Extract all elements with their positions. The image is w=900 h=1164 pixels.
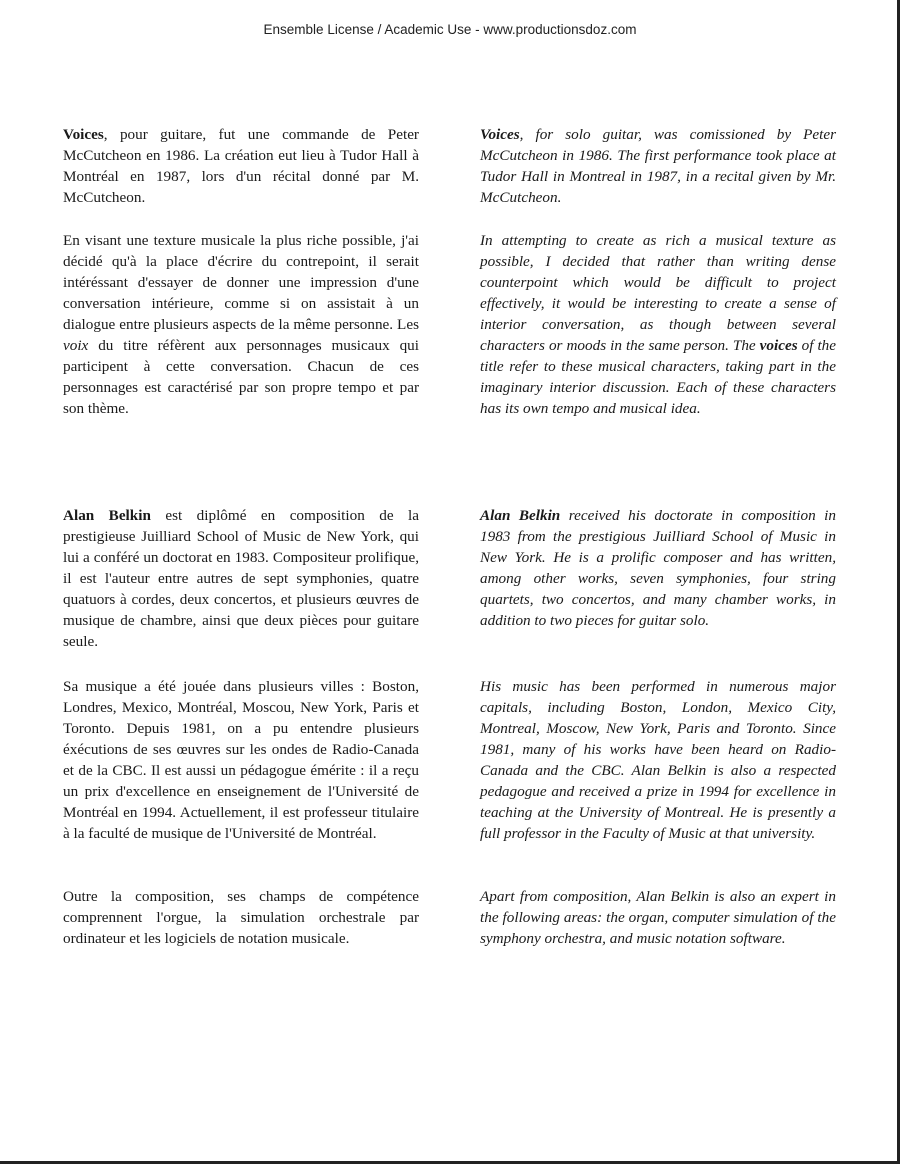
en-paragraph-texture [480, 230, 836, 419]
fr-paragraph-bio [63, 505, 419, 652]
en-paragraph-performances [480, 676, 836, 844]
fr-texture-text-before: En visant une texture musicale la plus riche possible, j'ai décidé qu'à la place d'écrire du contrepoint, il serait intéréssant d'essayer de donner une impression d'une conversation intérieure, comme si on assistait à un dialogue entre plusieurs aspects de la même personne. Les [63, 232, 419, 333]
fr-bio-text: est diplômé en composition de la prestigieuse Juilliard School of Music de New York, qui lui a conféré un doctorat en 1983. Compositeur prolifique, il est l'auteur entre autres de sept symphonies, quatre quatuors à cordes, deux concertos, et plusieurs œuvres de musique de chambre, ainsi que deux pièces pour guitare seule. [63, 507, 419, 650]
en-performances-text: His music has been performed in numerous major capitals, including Boston, London, Mexico City, Montreal, Moscow, New York, Paris and Toronto. Since 1981, many of his works have been heard on Radio-Canada and the CBC. Alan Belkin is also a respected pedagogue and received a prize in 1994 for excellence in teaching at the University of Montreal. He is presently a full professor in the Faculty of Music at that university. [480, 678, 836, 842]
en-texture-bold: voices [759, 337, 798, 354]
license-header: Ensemble License / Academic Use - www.productionsdoz.com [263, 22, 637, 37]
fr-paragraph-texture [63, 230, 419, 419]
en-bio-name: Alan Belkin [480, 507, 561, 524]
fr-voices-title: Voices [63, 126, 104, 143]
en-paragraph-expertise [480, 886, 836, 949]
en-bio-text: received his doctorate in composition in 1983 from the prestigious Juilliard School of Music in New York. He is a prolific composer and has written, among other works, seven symphonies, four string quartets, two concertos, and many chamber works, in addition to two pieces for guitar solo. [480, 507, 837, 629]
fr-paragraph-voices [63, 124, 419, 208]
fr-texture-italic: voix [63, 337, 89, 354]
en-expertise-text: Apart from composition, Alan Belkin is also an expert in the following areas: the organ, computer simulation of the symphony orchestra, and music notation software. [480, 888, 836, 947]
fr-expertise-text: Outre la composition, ses champs de compétence comprennent l'orgue, la simulation orchestrale par ordinateur et les logiciels de notation musicale. [63, 888, 419, 947]
en-paragraph-voices [480, 124, 836, 208]
en-texture-text-before: In attempting to create as rich a musical texture as possible, I decided that rather than writing dense counterpoint which would be difficult to project effectively, it would be interesting to create a sense of interior conversation, as though between several characters or moods in the same person. The [480, 232, 836, 354]
en-voices-title: Voices [480, 126, 520, 143]
fr-voices-text: , pour guitare, fut une commande de Peter McCutcheon en 1986. La création eut lieu à Tudor Hall à Montréal en 1987, lors d'un récital donné par M. McCutcheon. [63, 126, 419, 206]
fr-paragraph-expertise [63, 886, 419, 949]
fr-performances-text: Sa musique a été jouée dans plusieurs villes : Boston, Londres, Mexico, Montréal, Moscou, New York, Paris et Toronto. Depuis 1981, on a pu entendre plusieurs éxécutions de ses œuvres sur les ondes de Radio-Canada et de la CBC. Il est aussi un pédagogue émérite : il a reçu un prix d'excellence en enseignement de l'Université de Montréal en 1994. Actuellement, il est professeur titulaire à la faculté de musique de l'Université de Montréal. [63, 678, 419, 842]
en-paragraph-bio [480, 505, 836, 631]
fr-texture-text-after: du titre réfèrent aux personnages musicaux qui participent à cette conversation. Chacun de ces personnages est caractérisé par son propre tempo et par son thème. [63, 337, 419, 417]
en-voices-text: , for solo guitar, was comissioned by Peter McCutcheon in 1986. The first performance took place at Tudor Hall in Montreal in 1987, in a recital given by Mr. McCutcheon. [480, 126, 836, 206]
fr-paragraph-performances [63, 676, 419, 844]
en-texture-text-after: of the title refer to these musical characters, taking part in the imaginary interior discussion. Each of these characters has its own tempo and musical idea. [480, 337, 837, 417]
fr-bio-name: Alan Belkin [63, 507, 151, 524]
